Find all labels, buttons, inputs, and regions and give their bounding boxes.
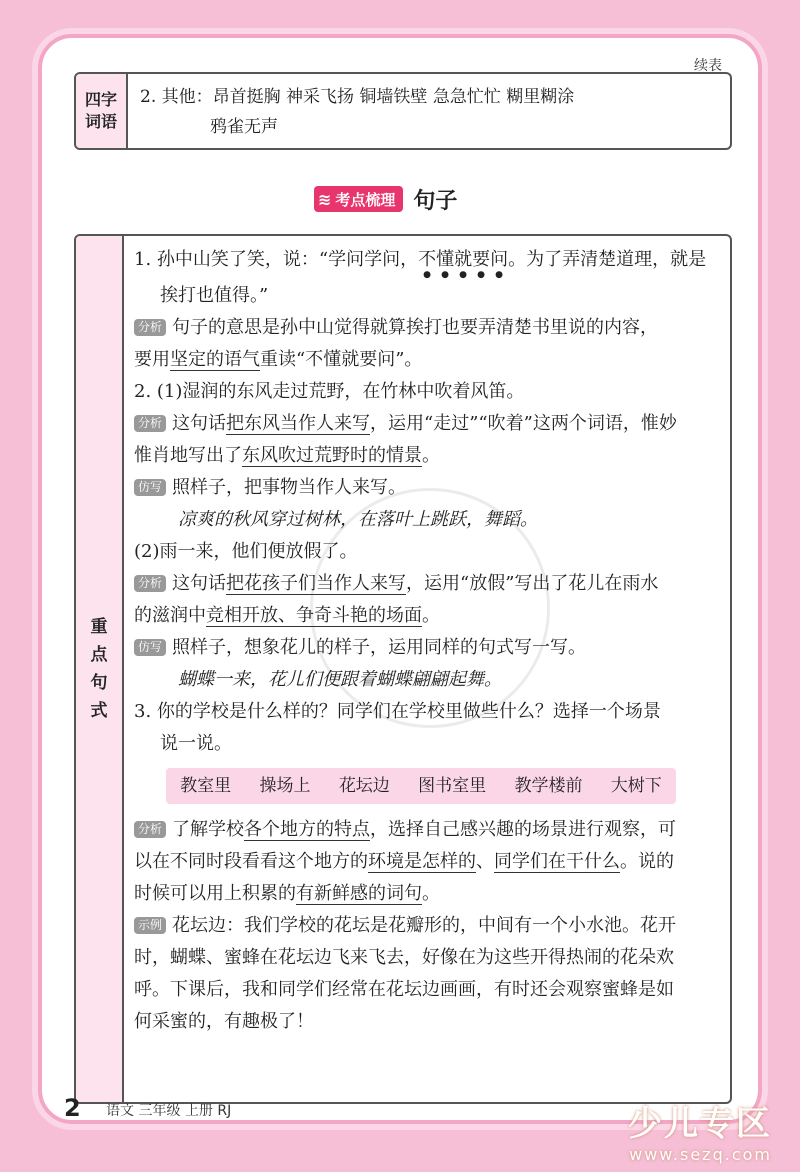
- scene-option: 图书室里: [418, 776, 487, 796]
- scene-option: 花坛边: [338, 776, 390, 796]
- analysis-tag: 分析: [134, 575, 166, 592]
- sentence-table-label-cell: [76, 236, 124, 1102]
- analysis-2: 分析 这句话把东风当作人来写，运用“走过”“吹着”这两个词语，惟妙: [134, 408, 720, 440]
- scene-option: 教学楼前: [514, 776, 583, 796]
- imitate-1: 仿写 照样子，把事物当作人来写。: [134, 472, 720, 504]
- analysis-2-cont: 惟肖地写出了东风吹过荒野时的情景。: [134, 445, 440, 466]
- scene-option: 大树下: [610, 776, 662, 796]
- brand-watermark: [628, 1096, 772, 1164]
- section-badge: [314, 186, 403, 212]
- scene-option: 教室里: [180, 776, 232, 796]
- worksheet-page: [38, 34, 762, 1124]
- analysis-4-cont: 以在不同时段看看这个地方的环境是怎样的、同学们在干什么。说的: [134, 851, 674, 872]
- idiom-table: [74, 72, 732, 150]
- item-1: 1. 孙中山笑了笑，说：“学问学问，不懂就要问。为了弄清楚道理，就是: [134, 249, 707, 270]
- idiom-table-label: 四字词语: [76, 74, 128, 148]
- analysis-1: 分析 句子的意思是孙中山觉得就算挨打也要弄清楚书里说的内容，: [134, 312, 720, 344]
- analysis-3: 分析 这句话把花孩子们当作人来写，运用“放假”写出了花儿在雨水: [134, 568, 720, 600]
- book-info: 语文 三年级 上册 RJ: [106, 1103, 232, 1119]
- example-2: 时，蝴蝶、蜜蜂在花坛边飞来飞去，好像在为这些开得热闹的花朵欢: [134, 947, 674, 968]
- sentence-table-body: [124, 236, 730, 1102]
- analysis-4: 分析 了解学校各个地方的特点，选择自己感兴趣的场景进行观察，可: [134, 814, 720, 846]
- item-2-2: (2)雨一来，他们便放假了。: [134, 541, 358, 562]
- imitate-tag: 仿写: [134, 639, 166, 656]
- scene-options: [166, 768, 676, 804]
- brand-name: 少儿专区: [628, 1104, 772, 1144]
- imitate-tag: 仿写: [134, 479, 166, 496]
- wave-icon: ≋: [318, 189, 332, 209]
- section-heading: [314, 184, 457, 214]
- example-3: 呼。下课后，我和同学们经常在花坛边画画，有时还会观察蜜蜂是如: [134, 979, 674, 1000]
- idiom-line-2: 鸦雀无声: [210, 117, 278, 137]
- analysis-1-cont: 要用坚定的语气重读“不懂就要问”。: [134, 349, 423, 370]
- idiom-line-1: 2. 其他：昂首挺胸 神采飞扬 铜墙铁壁 急急忙忙 糊里糊涂: [140, 87, 575, 107]
- item-3-cont: 说一说。: [160, 733, 232, 754]
- example-4: 何采蜜的，有趣极了！: [134, 1011, 314, 1032]
- sentence-table-label: 重点句式: [90, 617, 108, 721]
- imitate-1-answer: 凉爽的秋风穿过树林，在落叶上跳跃，舞蹈。: [178, 509, 538, 530]
- emphasis-text: 不懂就要问: [418, 249, 509, 270]
- item-2-1: 2. (1)湿润的东风走过荒野，在竹林中吹着风笛。: [134, 381, 525, 402]
- brand-url: www.sezq.com: [629, 1145, 772, 1164]
- scene-option: 操场上: [259, 776, 311, 796]
- section-badge-label: 考点梳理: [335, 190, 396, 209]
- item-1-cont: 挨打也值得。”: [160, 285, 269, 306]
- example-tag: 示例: [134, 917, 166, 934]
- imitate-2-answer: 蝴蝶一来，花儿们便跟着蝴蝶翩翩起舞。: [178, 669, 502, 690]
- sentence-table: [74, 234, 732, 1104]
- page-number: 2: [64, 1094, 81, 1122]
- analysis-tag: 分析: [134, 821, 166, 838]
- continued-label: 续表: [694, 58, 722, 74]
- analysis-tag: 分析: [134, 415, 166, 432]
- analysis-3-cont: 的滋润中竞相开放、争奇斗艳的场面。: [134, 605, 440, 626]
- imitate-2: 仿写 照样子，想象花儿的样子，运用同样的句式写一写。: [134, 632, 720, 664]
- analysis-tag: 分析: [134, 319, 166, 336]
- section-title: 句子: [413, 188, 458, 214]
- idiom-table-body: [128, 74, 730, 148]
- example-1: 示例 花坛边：我们学校的花坛是花瓣形的，中间有一个小水池。花开: [134, 910, 720, 942]
- item-3: 3. 你的学校是什么样的？同学们在学校里做些什么？选择一个场景: [134, 701, 661, 722]
- analysis-4-cont-2: 时候可以用上积累的有新鲜感的词句。: [134, 883, 440, 904]
